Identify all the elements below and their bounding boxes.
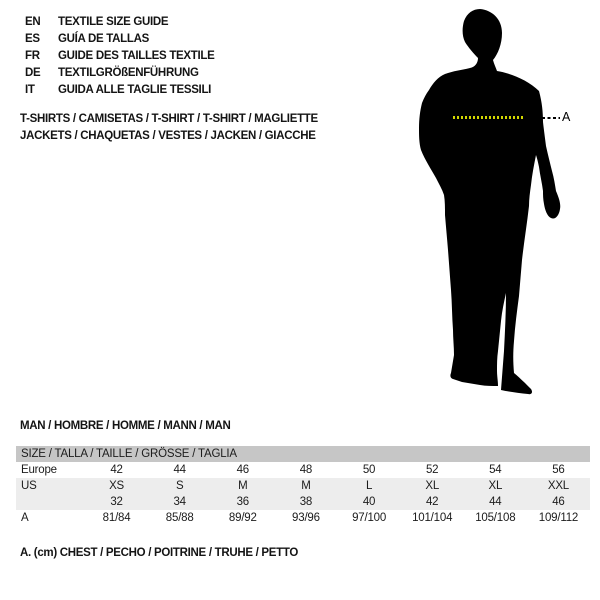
language-code: FR — [25, 50, 40, 62]
language-row-fr — [25, 48, 215, 65]
language-code: EN — [25, 16, 41, 28]
language-code: ES — [25, 33, 40, 45]
language-code: DE — [25, 67, 41, 79]
table-cell: 32 — [110, 496, 123, 508]
guide-title-en: TEXTILE SIZE GUIDE — [58, 16, 169, 28]
guide-title-fr: GUIDE DES TAILLES TEXTILE — [58, 50, 215, 62]
table-cell: 42 — [110, 464, 123, 476]
table-cell: 52 — [425, 464, 439, 476]
table-cell: 105/108 — [475, 512, 516, 524]
guide-title-it: GUIDA ALLE TAGLIE TESSILI — [58, 84, 212, 96]
table-cell: L — [365, 480, 373, 492]
table-cell: 46 — [236, 464, 250, 476]
table-cell: 54 — [489, 464, 502, 476]
measure-pointer-dashed-line — [542, 117, 560, 119]
table-cell: XXL — [547, 480, 569, 492]
language-row-it — [25, 82, 215, 99]
table-cell: 44 — [489, 496, 502, 508]
row-label — [16, 494, 85, 510]
guide-title-de: TEXTILGRÖßENFÜHRUNG — [58, 67, 199, 79]
man-silhouette-image — [400, 0, 600, 410]
table-cell: XS — [109, 480, 125, 492]
language-list — [25, 14, 215, 99]
section-title-man: MAN / HOMBRE / HOMME / MANN / MAN — [20, 420, 231, 432]
table-cell: 50 — [362, 464, 376, 476]
table-cell: M — [301, 480, 311, 492]
row-label: Europe — [21, 464, 57, 476]
table-cell: XL — [425, 480, 440, 492]
language-row-en — [25, 14, 215, 31]
table-cell: 85/88 — [165, 512, 194, 524]
measurement-footnote: A. (cm) CHEST / PECHO / POITRINE / TRUHE / PETTO — [20, 547, 299, 559]
table-cell: 101/104 — [412, 512, 453, 524]
table-cell: 40 — [362, 496, 376, 508]
table-cell: M — [238, 480, 248, 492]
size-table — [16, 446, 590, 526]
table-cell: 34 — [173, 496, 186, 508]
table-row-europe — [16, 462, 590, 478]
table-cell: XL — [488, 480, 503, 492]
table-cell: 48 — [299, 464, 313, 476]
language-row-de — [25, 65, 215, 82]
size-table-header: SIZE / TALLA / TAILLE / GRÖSSE / TAGLIA — [16, 446, 590, 462]
language-code: IT — [25, 84, 35, 96]
category-line-jackets: JACKETS / CHAQUETAS / VESTES / JACKEN / GIACCHE — [20, 130, 316, 142]
table-row-numeric — [16, 494, 590, 510]
table-cell: S — [175, 480, 184, 492]
table-row-chest-a — [16, 510, 590, 526]
table-cell: 93/96 — [292, 512, 320, 524]
table-cell: 56 — [552, 464, 565, 476]
table-cell: 46 — [552, 496, 565, 508]
chest-measure-dashed-line — [453, 116, 525, 119]
guide-title-es: GUÍA DE TALLAS — [58, 33, 149, 45]
table-cell: 38 — [299, 496, 313, 508]
table-cell: 36 — [236, 496, 250, 508]
category-line-tshirts: T-SHIRTS / CAMISETAS / T-SHIRT / T-SHIRT / MAGLIETTE — [20, 113, 318, 125]
row-label: A — [21, 512, 29, 524]
table-row-us — [16, 478, 590, 494]
table-cell: 81/84 — [102, 512, 131, 524]
table-cell: 44 — [173, 464, 186, 476]
table-cell: 97/100 — [352, 512, 387, 524]
table-cell: 109/112 — [538, 512, 579, 524]
garment-categories — [20, 111, 318, 145]
language-row-es — [25, 31, 215, 48]
table-cell: 42 — [425, 496, 439, 508]
man-figure — [400, 0, 600, 410]
table-cell: 89/92 — [228, 512, 257, 524]
row-label: US — [21, 480, 37, 492]
measure-label-a: A — [562, 110, 571, 124]
